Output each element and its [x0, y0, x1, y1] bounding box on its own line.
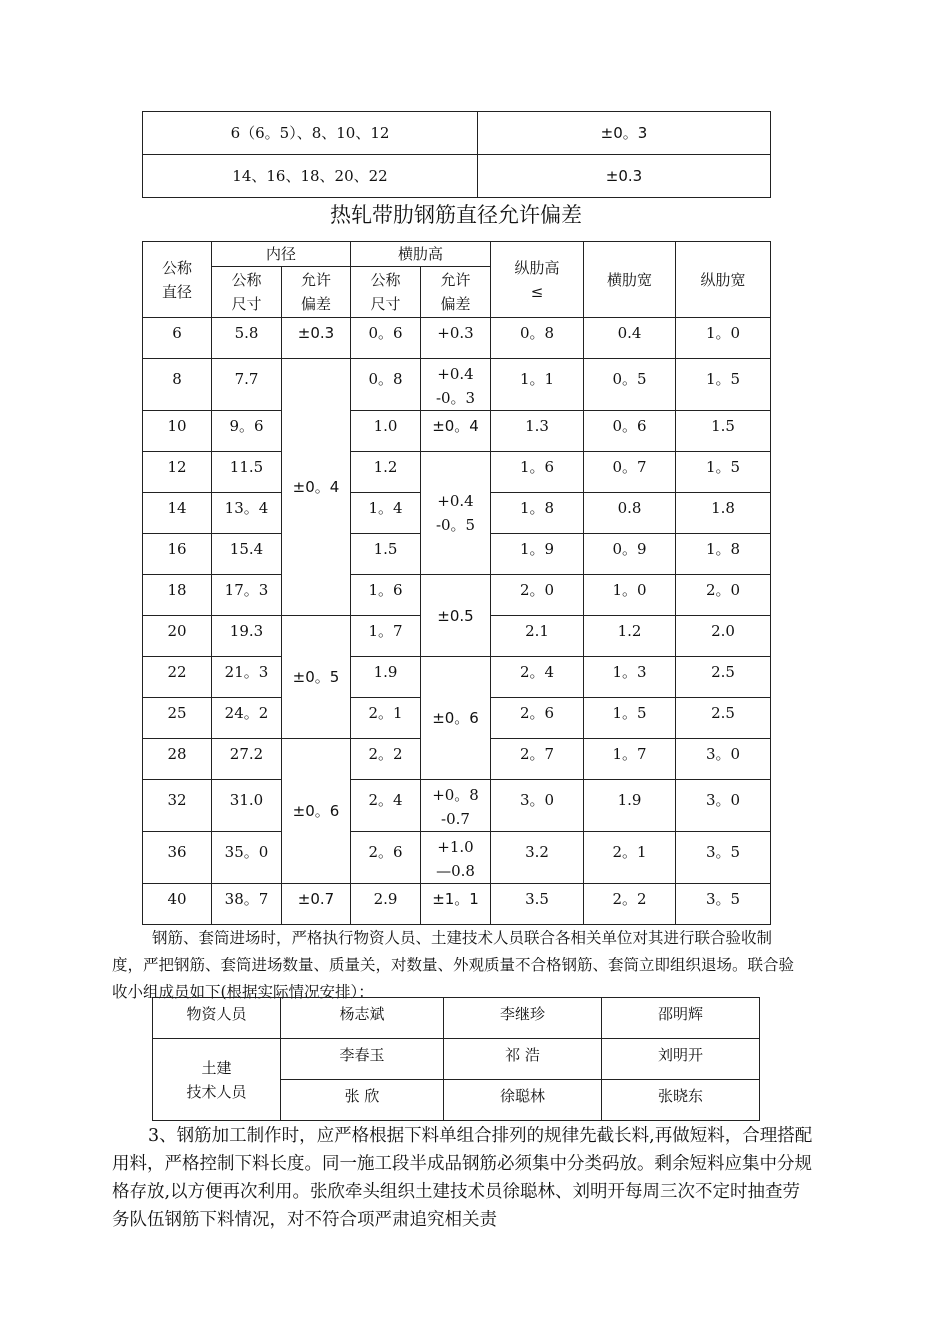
header-rib-nominal: 公称 尺寸	[351, 267, 421, 318]
header-inner-nominal: 公称 尺寸	[212, 267, 282, 318]
inner-tolerance-cell: ±0。4	[282, 359, 351, 616]
diameter-cell: 32	[143, 780, 212, 832]
long-rib-height-cell: 3。0	[491, 780, 584, 832]
diameter-cell: 12	[143, 452, 212, 493]
header-rib-tolerance: 允许 偏差	[421, 267, 491, 318]
trans-rib-width-cell: 0。7	[584, 452, 676, 493]
role-label: 物资人员	[153, 998, 281, 1039]
inner-size-cell: 27.2	[212, 739, 282, 780]
inspection-team-table	[152, 997, 760, 1121]
inner-tolerance-cell: ±0。5	[282, 616, 351, 739]
rib-tolerance-cell: +1.0 —0.8	[421, 832, 491, 884]
long-rib-height-cell: 1。9	[491, 534, 584, 575]
diameter-cell: 10	[143, 411, 212, 452]
rib-height-cell: 1。6	[351, 575, 421, 616]
diameter-cell: 16	[143, 534, 212, 575]
long-rib-height-cell: 1.3	[491, 411, 584, 452]
long-rib-width-cell: 1。5	[676, 452, 771, 493]
diameter-cell: 22	[143, 657, 212, 698]
diameter-cell: 6	[143, 318, 212, 359]
long-rib-width-cell: 2。0	[676, 575, 771, 616]
inner-size-cell: 13。4	[212, 493, 282, 534]
rib-tolerance-cell: +0。8 -0.7	[421, 780, 491, 832]
long-rib-width-cell: 2.0	[676, 616, 771, 657]
long-rib-height-cell: 3.5	[491, 884, 584, 925]
long-rib-width-cell: 3。0	[676, 739, 771, 780]
trans-rib-width-cell: 1。5	[584, 698, 676, 739]
long-rib-height-cell: 2。7	[491, 739, 584, 780]
inner-size-cell: 7.7	[212, 359, 282, 411]
member-name: 李继珍	[444, 998, 602, 1039]
rib-height-cell: 2。2	[351, 739, 421, 780]
rib-height-cell: 2.9	[351, 884, 421, 925]
inner-size-cell: 35。0	[212, 832, 282, 884]
long-rib-height-cell: 1。6	[491, 452, 584, 493]
long-rib-width-cell: 3。5	[676, 832, 771, 884]
long-rib-height-cell: 0。8	[491, 318, 584, 359]
long-rib-width-cell: 3。0	[676, 780, 771, 832]
rib-tolerance-cell: +0.4 -0。5	[421, 452, 491, 575]
diameter-cell: 14	[143, 493, 212, 534]
trans-rib-width-cell: 0.4	[584, 318, 676, 359]
member-name: 祁 浩	[444, 1039, 602, 1080]
member-name: 张 欣	[281, 1080, 444, 1121]
long-rib-width-cell: 2.5	[676, 698, 771, 739]
trans-rib-width-cell: 0.8	[584, 493, 676, 534]
diameter-cell: 8	[143, 359, 212, 411]
long-rib-width-cell: 1.8	[676, 493, 771, 534]
member-name: 徐聪林	[444, 1080, 602, 1121]
long-rib-height-cell: 2。0	[491, 575, 584, 616]
header-inner-diameter: 内径	[212, 242, 351, 267]
long-rib-height-cell: 3.2	[491, 832, 584, 884]
table-row	[143, 780, 771, 832]
member-name: 李春玉	[281, 1039, 444, 1080]
rib-height-cell: 1。4	[351, 493, 421, 534]
long-rib-height-cell: 1。8	[491, 493, 584, 534]
rib-tolerance-cell: ±0。6	[421, 657, 491, 780]
trans-rib-width-cell: 1。0	[584, 575, 676, 616]
long-rib-height-cell: 2。4	[491, 657, 584, 698]
long-rib-width-cell: 2.5	[676, 657, 771, 698]
long-rib-width-cell: 1.5	[676, 411, 771, 452]
long-rib-width-cell: 1。0	[676, 318, 771, 359]
table-row	[143, 832, 771, 884]
table-row	[143, 155, 771, 198]
header-inner-tolerance: 允许 偏差	[282, 267, 351, 318]
diameter-cell: 40	[143, 884, 212, 925]
long-rib-width-cell: 1。5	[676, 359, 771, 411]
table-row	[143, 575, 771, 616]
diameter-cell: 28	[143, 739, 212, 780]
header-long-rib-width: 纵肋宽	[676, 242, 771, 318]
inner-tolerance-cell: ±0.7	[282, 884, 351, 925]
inner-size-cell: 19.3	[212, 616, 282, 657]
rib-tolerance-cell: +0.4 -0。3	[421, 359, 491, 411]
trans-rib-width-cell: 0。5	[584, 359, 676, 411]
rib-tolerance-cell: ±0。4	[421, 411, 491, 452]
trans-rib-width-cell: 0。6	[584, 411, 676, 452]
inner-size-cell: 17。3	[212, 575, 282, 616]
tolerance-cell: ±0。3	[478, 112, 771, 155]
rib-tolerance-cell: ±0.5	[421, 575, 491, 657]
trans-rib-width-cell: 1。7	[584, 739, 676, 780]
processing-paragraph: 3、钢筋加工制作时，应严格根据下料单组合排列的规律先截长料,再做短料，合理搭配用料，严格控制下料长度。同一施工段半成品钢筋必须集中分类码放。剩余短料应集中分规格存放,以方便再次利用。张欣牵头组织土建技术员徐聪林、刘明开每周三次不定时抽查劳务队伍钢筋下料情况，对不符合项严肃追究相关责	[112, 1126, 813, 1230]
table-row	[143, 452, 771, 493]
trans-rib-width-cell: 2。1	[584, 832, 676, 884]
rib-height-cell: 1。7	[351, 616, 421, 657]
header-long-rib-height: 纵肋高 ≤	[491, 242, 584, 318]
table-caption: 热轧带肋钢筋直径允许偏差	[330, 203, 582, 227]
inner-tolerance-cell: ±0.3	[282, 318, 351, 359]
rib-height-cell: 2。6	[351, 832, 421, 884]
rib-height-cell: 0。6	[351, 318, 421, 359]
size-range-cell: 6（6。5）、8、10、12	[143, 112, 478, 155]
long-rib-width-cell: 1。8	[676, 534, 771, 575]
trans-rib-width-cell: 1.2	[584, 616, 676, 657]
inner-size-cell: 11.5	[212, 452, 282, 493]
inner-size-cell: 38。7	[212, 884, 282, 925]
long-rib-width-cell: 3。5	[676, 884, 771, 925]
inner-size-cell: 5.8	[212, 318, 282, 359]
long-rib-height-cell: 1。1	[491, 359, 584, 411]
rib-height-cell: 1.2	[351, 452, 421, 493]
table-row	[143, 112, 771, 155]
inner-tolerance-cell: ±0。6	[282, 739, 351, 884]
diameter-cell: 25	[143, 698, 212, 739]
rib-height-cell: 1.5	[351, 534, 421, 575]
member-name: 刘明开	[602, 1039, 760, 1080]
diameter-cell: 36	[143, 832, 212, 884]
inner-size-cell: 21。3	[212, 657, 282, 698]
table-row	[143, 411, 771, 452]
member-name: 张晓东	[602, 1080, 760, 1121]
inspection-paragraph: 钢筋、套筒进场时，严格执行物资人员、土建技术人员联合各相关单位对其进行联合验收制度，严把钢筋、套筒进场数量、质量关，对数量、外观质量不合格钢筋、套筒立即组织退场。联合验收小组成员如下(根据实际情况安排）：	[112, 929, 795, 1001]
rib-height-cell: 0。8	[351, 359, 421, 411]
inner-size-cell: 15.4	[212, 534, 282, 575]
diameter-cell: 20	[143, 616, 212, 657]
rib-height-cell: 2。1	[351, 698, 421, 739]
rib-tolerance-cell: +0.3	[421, 318, 491, 359]
table-row	[143, 657, 771, 698]
trans-rib-width-cell: 0。9	[584, 534, 676, 575]
inner-size-cell: 31.0	[212, 780, 282, 832]
long-rib-height-cell: 2。6	[491, 698, 584, 739]
member-name: 杨志斌	[281, 998, 444, 1039]
table-row	[143, 884, 771, 925]
inner-size-cell: 24。2	[212, 698, 282, 739]
header-trans-rib-width: 横肋宽	[584, 242, 676, 318]
size-range-cell: 14、16、18、20、22	[143, 155, 478, 198]
tolerance-cell: ±0.3	[478, 155, 771, 198]
diameter-cell: 18	[143, 575, 212, 616]
header-nominal-diameter: 公称 直径	[143, 242, 212, 318]
trans-rib-width-cell: 1.9	[584, 780, 676, 832]
header-rib-height: 横肋高	[351, 242, 491, 267]
rib-height-cell: 1.0	[351, 411, 421, 452]
trans-rib-width-cell: 1。3	[584, 657, 676, 698]
table-row	[153, 1039, 760, 1080]
rebar-diameter-table	[142, 241, 771, 925]
role-label: 土建 技术人员	[153, 1039, 281, 1121]
table-row	[153, 998, 760, 1039]
rib-height-cell: 2。4	[351, 780, 421, 832]
inner-size-cell: 9。6	[212, 411, 282, 452]
member-name: 邵明辉	[602, 998, 760, 1039]
rib-tolerance-cell: ±1。1	[421, 884, 491, 925]
table-row	[143, 318, 771, 359]
header-row	[143, 242, 771, 267]
top-tolerance-table	[142, 111, 771, 198]
long-rib-height-cell: 2.1	[491, 616, 584, 657]
table-row	[143, 359, 771, 411]
trans-rib-width-cell: 2。2	[584, 884, 676, 925]
rib-height-cell: 1.9	[351, 657, 421, 698]
